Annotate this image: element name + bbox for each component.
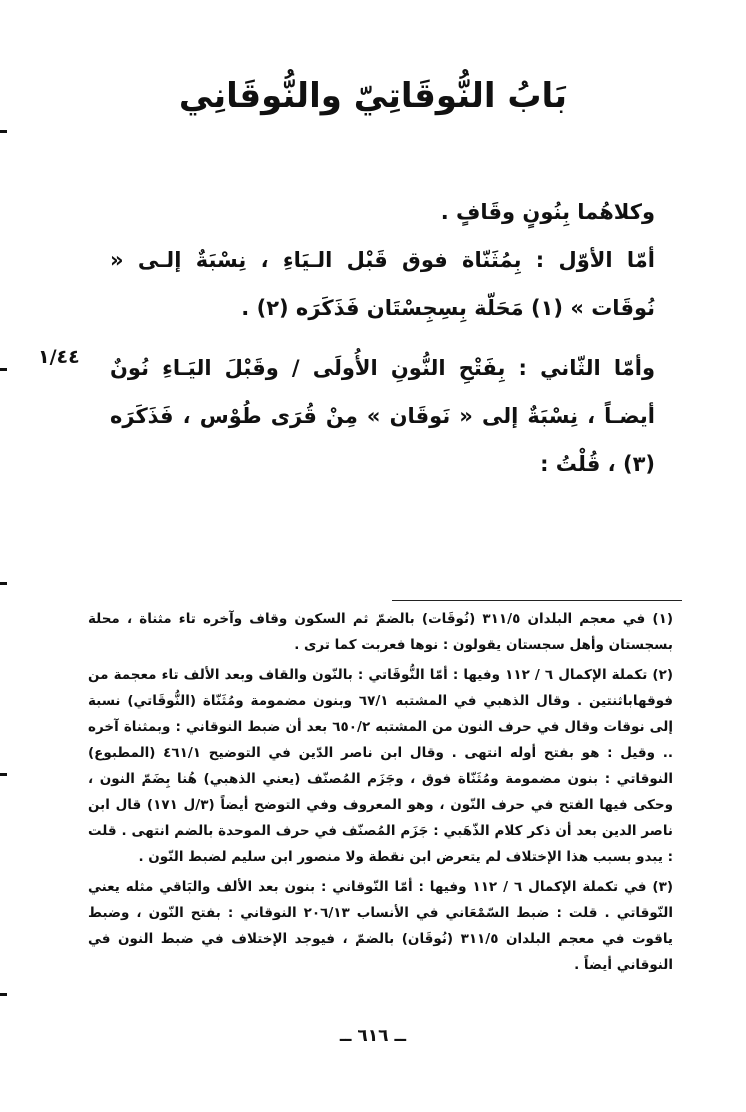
- edge-mark-2: [0, 368, 7, 371]
- edge-mark-5: [0, 993, 7, 996]
- paragraph-3: وأمّا الثّاني : بِفَتْحِ النُّونِ الأُولَى / وقَبْلَ اليَـاءِ نُونٌ أيضـاً ، نِسْبَةٌ إلى « نَوقَان » مِنْ قُرَى طُوْس ، فَذَكَرَه (٣) ، قُلْتُ :: [110, 356, 655, 476]
- footnotes: [88, 606, 673, 982]
- chapter-title: بَابُ النُّوقَاتِيّ والنُّوقَانِي: [178, 76, 568, 116]
- footnote-1: (١) في معجم البلدان ٣١١/٥ (نُوقَات) بالضمّ ثم السكون وقاف وآخره تاء مثناة ، محلة بسجستان وأهل سجستان يقولون : نوها فعربت كما ترى .: [88, 611, 673, 653]
- margin-folio-note: ١/٤٤: [38, 346, 80, 368]
- footnote-separator: [392, 600, 682, 601]
- footnote-2: (٢) تكملة الإكمال ٦ / ١١٢ وفيها : أمّا النُّوقَاتي : بالنّون والقاف وبعد الألف تاء معجمة من فوقهاباثنتين . وقال الذهبي في المشتبه ٦٧/١ وبنون مضمومة ومُثَنّاة (النُّوقَاتي) نسبة إلى نوقات وقال في حرف النون من المشتبه ٦٥٠/٢ بعد أن ضبط النوقاني : وبمثناة آخره .. وقيل : هو بفتح أوله انتهى . وقال ابن ناصر الدّين في التوضيح ٤٦١/١ (المطبوع) النوقاتي : بنون مضمومة ومُثَنّاة فوق ، وجَزَم المُصنّف (يعني الذهبي) هُنا بِضَمّ النون ، وحكى فيها الفتح في حرف النّون ، وهو المعروف وفي التوضح أيضاً (٣/ل ١٧١) قال ابن ناصر الدين بعد أن ذكر كلام الذّهَبي : جَزَم المُصنّف في حرف الموحدة بالضم انتهى . قلت : يبدو بسبب هذا الإختلاف لم يتعرض ابن نقطة ولا منصور ابن سليم لضبط النّون .: [88, 667, 674, 865]
- page-number: ــ ٦١٦ ــ: [339, 1026, 407, 1046]
- edge-mark-3: [0, 582, 7, 585]
- paragraph-1: وكلاهُما بِنُونٍ وقَافٍ .: [440, 200, 655, 224]
- footnote-3: (٣) في تكملة الإكمال ٦ / ١١٢ وفيها : أمّا النّوقاني : بنون بعد الألف والبَاقي مثله يعني النّوقاتي . قلت : ضبط السّمْعَاني في الأنساب ٢٠٦/١٣ النوقاني : بفتح النّون ، وضبط ياقوت في معجم البلدان ٣١١/٥ (نُوقَان) بالضمّ ، فيوجد الإختلاف في ضبط النون في النوقاني أيضاً .: [88, 879, 673, 973]
- edge-mark-4: [0, 773, 7, 776]
- paragraph-2: أمّا الأوّل : بِمُثَنّاة فوق قَبْل الـيَاءِ ، نِسْبَةٌ إلـى « نُوقَات » (١) مَحَلّة بِسِجِسْتَان فَذَكَرَه (٢) .: [110, 248, 655, 320]
- edge-mark-1: [0, 130, 7, 133]
